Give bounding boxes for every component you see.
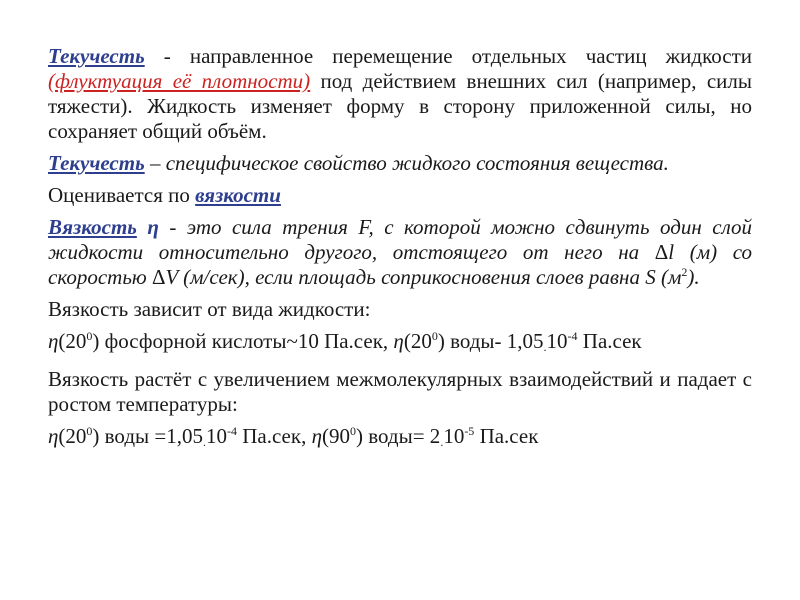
acid-degree: 0 xyxy=(86,329,93,343)
eta-symbol-acid: η xyxy=(48,329,59,353)
viscosity-text-2: (м) со скоростью xyxy=(48,240,753,289)
term-fluidity: Текучесть xyxy=(48,44,145,68)
density-fluctuation-note: (флуктуация её плотности) xyxy=(48,69,311,93)
l-symbol: l xyxy=(668,240,675,264)
eta-symbol-water: η xyxy=(393,329,404,353)
paragraph-viscosity-values-2 xyxy=(48,424,752,455)
paragraph-depends-on-liquid xyxy=(48,297,752,322)
delta-symbol-2: Δ xyxy=(151,265,166,289)
superscript-2: 2 xyxy=(681,265,688,279)
w90-temp-open: (90 xyxy=(322,424,350,448)
w20-value-mantissa: ) воды =1,05 xyxy=(92,424,203,448)
paragraph-viscosity-values-1 xyxy=(48,329,752,360)
w20-value-base: 10 xyxy=(205,424,227,448)
water-value-unit: Па.сек xyxy=(577,329,642,353)
water-value-base: 10 xyxy=(546,329,568,353)
w90-degree: 0 xyxy=(350,424,356,438)
paragraph-viscosity-increases xyxy=(48,367,752,417)
water-degree: 0 xyxy=(431,329,438,343)
w90-dot: . xyxy=(440,435,444,449)
term-viscosity-link: вязкости xyxy=(195,183,281,207)
fluidity-property-text: – специфическое свойство жидкого состояния вещества. xyxy=(144,151,669,175)
multiplication-dot: . xyxy=(543,340,547,354)
paragraph-fluidity-definition xyxy=(48,44,752,144)
fluidity-text-2: под действием внешних сил (например, силы тяжести). Жидкость изменяет форму в сторону приложенной силы, но сохраняет общий объём. xyxy=(48,69,752,143)
eta-symbol-water-90: η xyxy=(311,424,322,448)
depends-text: Вязкость зависит от вида жидкости: xyxy=(48,297,371,321)
evaluated-by-text: Оценивается по xyxy=(48,183,196,207)
paragraph-fluidity-property xyxy=(48,151,752,176)
term-fluidity-2: Текучесть xyxy=(48,151,145,175)
w90-value-base: 10 xyxy=(443,424,465,448)
w20-temp-open: (20 xyxy=(58,424,87,448)
acid-temp-open: (20 xyxy=(58,329,87,353)
water-value-exponent: -4 xyxy=(567,329,578,343)
w20-degree: 0 xyxy=(86,424,93,438)
water-temp-open: (20 xyxy=(403,329,432,353)
w90-value-exponent: -5 xyxy=(464,424,475,438)
acid-value: ) фосфорной кислоты~10 Па.сек, xyxy=(92,329,394,353)
w20-value-unit: Па.сек, xyxy=(236,424,312,448)
viscosity-text-1: - это сила трения F, с которой можно сдвинуть один слой жидкости относительно другого, отстоящего от него на xyxy=(48,215,752,264)
w20-value-exponent: -4 xyxy=(226,424,237,438)
paragraph-viscosity-definition xyxy=(48,215,752,290)
fluidity-text-1: - направленное перемещение отдельных частиц жидкости xyxy=(144,44,752,68)
viscosity-text-3: V (м/сек), если площадь соприкосновения слоев равна S (м xyxy=(165,265,682,289)
increases-text: Вязкость растёт с увеличением межмолекулярных взаимодействий и падает с ростом температуры: xyxy=(48,367,752,416)
paragraph-evaluated-by xyxy=(48,183,752,208)
term-viscosity: Вязкость xyxy=(48,215,137,239)
viscosity-text-4: ). xyxy=(687,265,700,289)
eta-symbol-water-20: η xyxy=(48,424,59,448)
w20-dot: . xyxy=(202,435,206,449)
w90-value-mantissa: ) воды= 2 xyxy=(356,424,441,448)
w90-value-unit: Па.сек xyxy=(474,424,539,448)
eta-symbol: η xyxy=(147,215,159,239)
delta-symbol-1: Δ xyxy=(654,240,669,264)
water-value-mantissa: ) воды- 1,05 xyxy=(437,329,544,353)
